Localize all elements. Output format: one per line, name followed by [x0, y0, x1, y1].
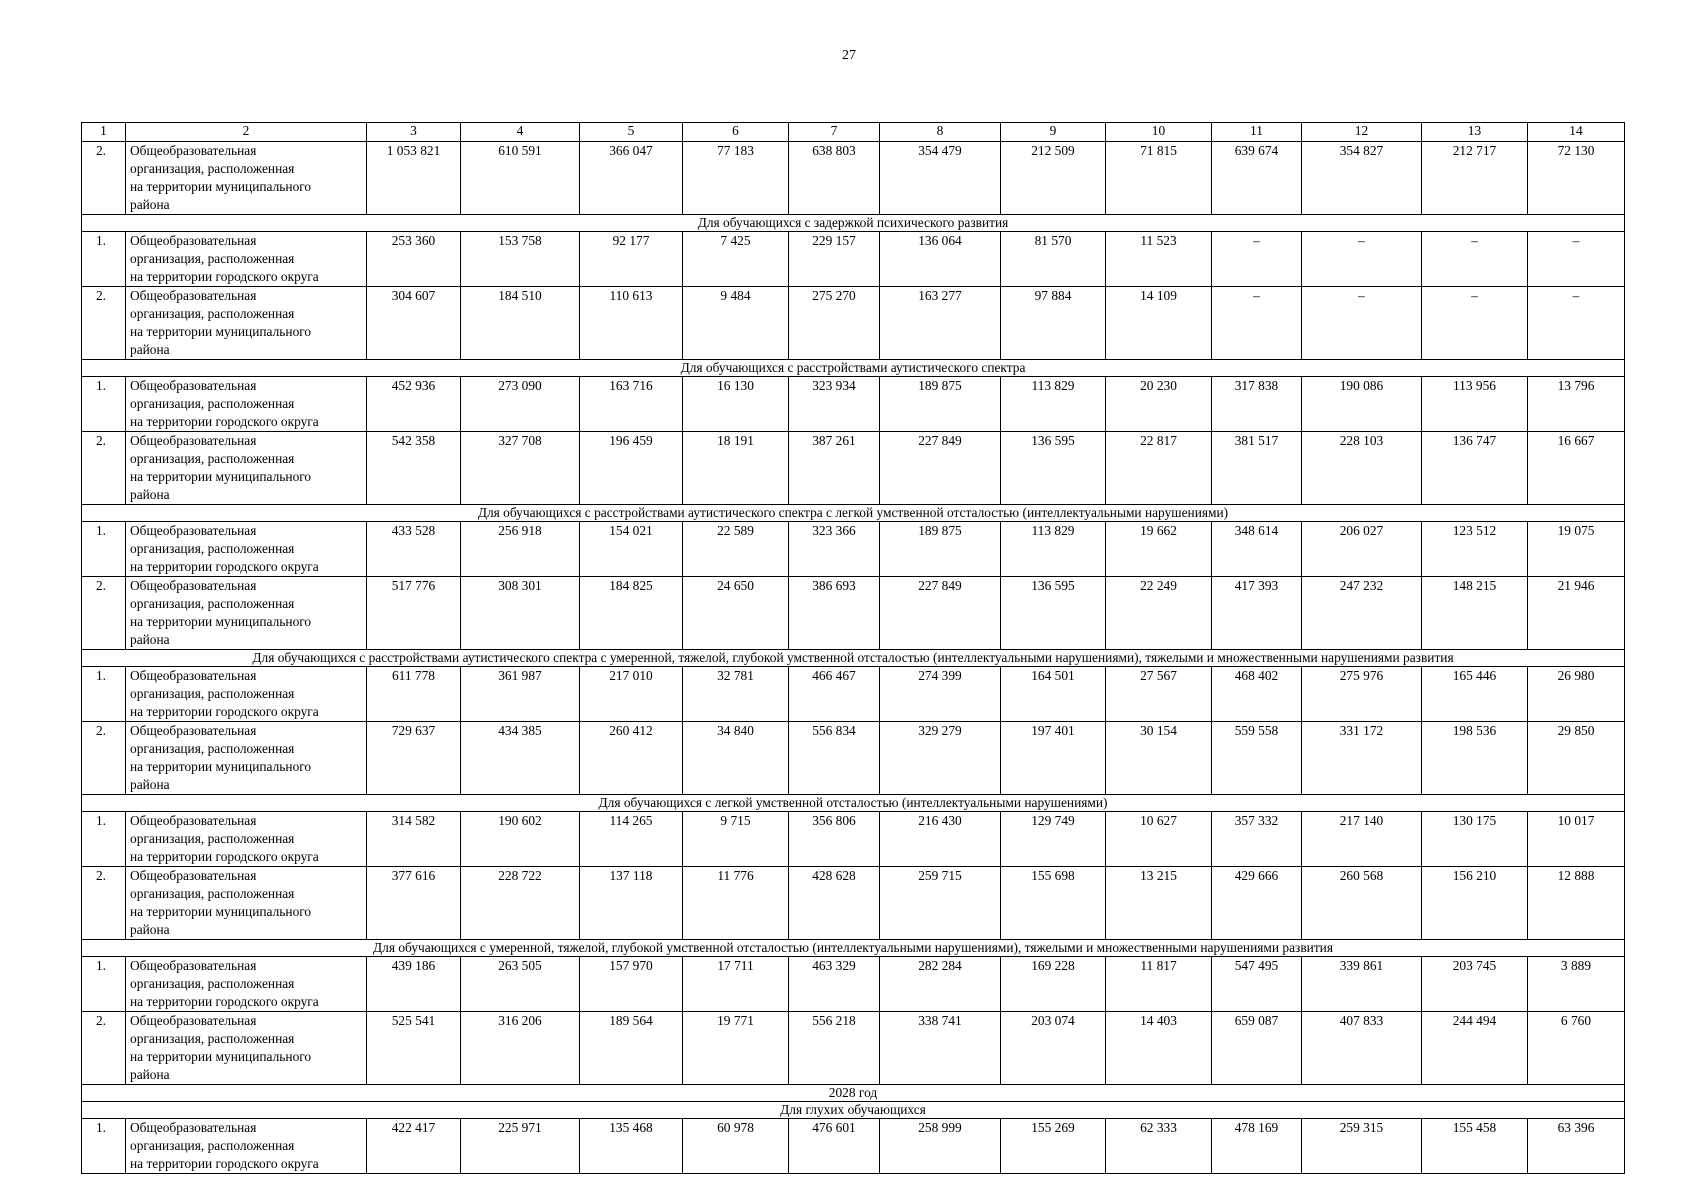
- value-cell: 348 614: [1212, 522, 1302, 577]
- value-cell: 11 776: [683, 867, 789, 940]
- value-cell: 63 396: [1528, 1119, 1625, 1174]
- value-cell: 97 884: [1001, 287, 1106, 360]
- value-cell: 203 074: [1001, 1012, 1106, 1085]
- value-cell: 308 301: [461, 577, 580, 650]
- row-number: 1.: [82, 232, 126, 287]
- value-cell: –: [1422, 287, 1528, 360]
- organization-type-cell: [126, 142, 367, 215]
- organization-type-cell: [126, 522, 367, 577]
- value-cell: 189 875: [880, 377, 1001, 432]
- column-number-cell: 3: [367, 123, 461, 142]
- value-cell: 11 523: [1106, 232, 1212, 287]
- table-row: [82, 867, 1625, 940]
- value-cell: 212 509: [1001, 142, 1106, 215]
- value-cell: 16 130: [683, 377, 789, 432]
- column-number-cell: 5: [580, 123, 683, 142]
- organization-type-line: Общеобразовательная: [130, 813, 257, 828]
- table-row: [82, 1012, 1625, 1085]
- value-cell: 227 849: [880, 577, 1001, 650]
- organization-type-line: организация, расположенная: [130, 306, 295, 321]
- value-cell: 282 284: [880, 957, 1001, 1012]
- column-number-cell: 9: [1001, 123, 1106, 142]
- organization-type-line: Общеобразовательная: [130, 433, 257, 448]
- value-cell: 260 568: [1302, 867, 1422, 940]
- value-cell: 275 976: [1302, 667, 1422, 722]
- row-number: 2.: [82, 867, 126, 940]
- value-cell: 14 403: [1106, 1012, 1212, 1085]
- value-cell: 22 589: [683, 522, 789, 577]
- value-cell: 611 778: [367, 667, 461, 722]
- value-cell: 273 090: [461, 377, 580, 432]
- value-cell: 354 827: [1302, 142, 1422, 215]
- value-cell: 468 402: [1212, 667, 1302, 722]
- organization-type-cell: [126, 957, 367, 1012]
- organization-type-line: района: [130, 922, 170, 937]
- column-number-cell: 10: [1106, 123, 1212, 142]
- value-cell: 387 261: [789, 432, 880, 505]
- column-number-cell: 14: [1528, 123, 1625, 142]
- organization-type-cell: [126, 722, 367, 795]
- organization-type-line: Общеобразовательная: [130, 578, 257, 593]
- value-cell: 13 796: [1528, 377, 1625, 432]
- section-heading: Для обучающихся с легкой умственной отсталостью (интеллектуальными нарушениями): [82, 795, 1625, 812]
- organization-type-line: Общеобразовательная: [130, 868, 257, 883]
- value-cell: 155 458: [1422, 1119, 1528, 1174]
- value-cell: 26 980: [1528, 667, 1625, 722]
- value-cell: 517 776: [367, 577, 461, 650]
- value-cell: 556 834: [789, 722, 880, 795]
- value-cell: 203 745: [1422, 957, 1528, 1012]
- value-cell: 113 829: [1001, 377, 1106, 432]
- organization-type-line: организация, расположенная: [130, 1031, 295, 1046]
- value-cell: 155 698: [1001, 867, 1106, 940]
- value-cell: 1 053 821: [367, 142, 461, 215]
- value-cell: 13 215: [1106, 867, 1212, 940]
- value-cell: 259 715: [880, 867, 1001, 940]
- value-cell: 228 103: [1302, 432, 1422, 505]
- row-number: 1.: [82, 812, 126, 867]
- value-cell: 113 829: [1001, 522, 1106, 577]
- value-cell: 314 582: [367, 812, 461, 867]
- organization-type-cell: [126, 667, 367, 722]
- value-cell: 244 494: [1422, 1012, 1528, 1085]
- organization-type-line: Общеобразовательная: [130, 1120, 257, 1135]
- value-cell: 429 666: [1212, 867, 1302, 940]
- value-cell: 329 279: [880, 722, 1001, 795]
- value-cell: 229 157: [789, 232, 880, 287]
- value-cell: 407 833: [1302, 1012, 1422, 1085]
- value-cell: 354 479: [880, 142, 1001, 215]
- value-cell: –: [1212, 287, 1302, 360]
- value-cell: 304 607: [367, 287, 461, 360]
- value-cell: 256 918: [461, 522, 580, 577]
- value-cell: 155 269: [1001, 1119, 1106, 1174]
- value-cell: 366 047: [580, 142, 683, 215]
- value-cell: 212 717: [1422, 142, 1528, 215]
- value-cell: 60 978: [683, 1119, 789, 1174]
- organization-type-line: на территории муниципального: [130, 324, 312, 339]
- value-cell: 163 277: [880, 287, 1001, 360]
- section-heading-row: [82, 505, 1625, 522]
- row-number: 2.: [82, 1012, 126, 1085]
- value-cell: 19 771: [683, 1012, 789, 1085]
- value-cell: 136 595: [1001, 577, 1106, 650]
- organization-type-line: района: [130, 342, 170, 357]
- organization-type-line: организация, расположенная: [130, 1138, 295, 1153]
- organization-type-line: Общеобразовательная: [130, 233, 257, 248]
- value-cell: 227 849: [880, 432, 1001, 505]
- table-row: [82, 432, 1625, 505]
- organization-type-line: организация, расположенная: [130, 396, 295, 411]
- organization-type-line: организация, расположенная: [130, 686, 295, 701]
- organization-type-line: организация, расположенная: [130, 451, 295, 466]
- value-cell: 197 401: [1001, 722, 1106, 795]
- organization-type-cell: [126, 1012, 367, 1085]
- value-cell: 136 747: [1422, 432, 1528, 505]
- organization-type-cell: [126, 432, 367, 505]
- value-cell: 377 616: [367, 867, 461, 940]
- value-cell: 154 021: [580, 522, 683, 577]
- value-cell: 27 567: [1106, 667, 1212, 722]
- value-cell: 72 130: [1528, 142, 1625, 215]
- table-body: [82, 123, 1625, 1174]
- column-number-cell: 1: [82, 123, 126, 142]
- value-cell: 148 215: [1422, 577, 1528, 650]
- value-cell: 136 595: [1001, 432, 1106, 505]
- organization-type-line: на территории муниципального: [130, 614, 312, 629]
- organization-type-line: организация, расположенная: [130, 741, 295, 756]
- organization-type-line: Общеобразовательная: [130, 723, 257, 738]
- value-cell: 34 840: [683, 722, 789, 795]
- column-number-header-row: [82, 123, 1625, 142]
- value-cell: 165 446: [1422, 667, 1528, 722]
- table-row: [82, 1119, 1625, 1174]
- value-cell: 16 667: [1528, 432, 1625, 505]
- value-cell: 338 741: [880, 1012, 1001, 1085]
- column-number-cell: 7: [789, 123, 880, 142]
- organization-type-line: Общеобразовательная: [130, 523, 257, 538]
- column-number-cell: 8: [880, 123, 1001, 142]
- organization-type-cell: [126, 1119, 367, 1174]
- value-cell: 478 169: [1212, 1119, 1302, 1174]
- section-heading-row: [82, 940, 1625, 957]
- value-cell: –: [1302, 232, 1422, 287]
- value-cell: 386 693: [789, 577, 880, 650]
- value-cell: 169 228: [1001, 957, 1106, 1012]
- value-cell: 22 817: [1106, 432, 1212, 505]
- value-cell: 20 230: [1106, 377, 1212, 432]
- section-heading: Для глухих обучающихся: [82, 1102, 1625, 1119]
- value-cell: 357 332: [1212, 812, 1302, 867]
- section-heading-row: [82, 650, 1625, 667]
- value-cell: 7 425: [683, 232, 789, 287]
- organization-type-line: на территории городского округа: [130, 269, 319, 284]
- organization-type-line: на территории городского округа: [130, 849, 319, 864]
- row-number: 2.: [82, 432, 126, 505]
- value-cell: 361 987: [461, 667, 580, 722]
- value-cell: 556 218: [789, 1012, 880, 1085]
- value-cell: 130 175: [1422, 812, 1528, 867]
- column-number-cell: 6: [683, 123, 789, 142]
- value-cell: 190 086: [1302, 377, 1422, 432]
- value-cell: 190 602: [461, 812, 580, 867]
- value-cell: 62 333: [1106, 1119, 1212, 1174]
- value-cell: 10 017: [1528, 812, 1625, 867]
- value-cell: 260 412: [580, 722, 683, 795]
- column-number-cell: 2: [126, 123, 367, 142]
- table-row: [82, 232, 1625, 287]
- value-cell: 216 430: [880, 812, 1001, 867]
- row-number: 1.: [82, 522, 126, 577]
- value-cell: 323 934: [789, 377, 880, 432]
- value-cell: 433 528: [367, 522, 461, 577]
- value-cell: 275 270: [789, 287, 880, 360]
- value-cell: 253 360: [367, 232, 461, 287]
- organization-type-line: на территории городского округа: [130, 559, 319, 574]
- value-cell: 323 366: [789, 522, 880, 577]
- organization-type-line: района: [130, 487, 170, 502]
- organization-type-line: на территории муниципального: [130, 759, 312, 774]
- section-heading: Для обучающихся с умеренной, тяжелой, глубокой умственной отсталостью (интеллектуальными нарушениями), тяжелыми и множественными нарушениями развития: [82, 940, 1625, 957]
- organization-type-line: на территории муниципального: [130, 469, 312, 484]
- value-cell: 156 210: [1422, 867, 1528, 940]
- value-cell: 123 512: [1422, 522, 1528, 577]
- row-number: 2.: [82, 142, 126, 215]
- value-cell: 439 186: [367, 957, 461, 1012]
- row-number: 2.: [82, 722, 126, 795]
- value-cell: –: [1212, 232, 1302, 287]
- value-cell: 198 536: [1422, 722, 1528, 795]
- value-cell: –: [1528, 287, 1625, 360]
- table-row: [82, 522, 1625, 577]
- value-cell: 317 838: [1212, 377, 1302, 432]
- value-cell: 30 154: [1106, 722, 1212, 795]
- row-number: 1.: [82, 957, 126, 1012]
- value-cell: 184 825: [580, 577, 683, 650]
- section-heading-row: [82, 795, 1625, 812]
- page-number: 27: [842, 48, 856, 63]
- value-cell: 247 232: [1302, 577, 1422, 650]
- organization-type-line: Общеобразовательная: [130, 288, 257, 303]
- value-cell: 164 501: [1001, 667, 1106, 722]
- section-heading-row: [82, 215, 1625, 232]
- value-cell: 525 541: [367, 1012, 461, 1085]
- value-cell: 29 850: [1528, 722, 1625, 795]
- organization-type-cell: [126, 812, 367, 867]
- table-row: [82, 812, 1625, 867]
- value-cell: 339 861: [1302, 957, 1422, 1012]
- value-cell: 417 393: [1212, 577, 1302, 650]
- section-heading: 2028 год: [82, 1085, 1625, 1102]
- organization-type-line: организация, расположенная: [130, 251, 295, 266]
- value-cell: 327 708: [461, 432, 580, 505]
- organization-type-line: района: [130, 1067, 170, 1082]
- organization-type-line: Общеобразовательная: [130, 378, 257, 393]
- value-cell: 258 999: [880, 1119, 1001, 1174]
- section-heading: Для обучающихся с расстройствами аутистического спектра с умеренной, тяжелой, глубокой умственной отсталостью (интеллектуальными нарушениями), тяжелыми и множественными нарушениями развития: [82, 650, 1625, 667]
- value-cell: 32 781: [683, 667, 789, 722]
- table-row: [82, 722, 1625, 795]
- row-number: 2.: [82, 577, 126, 650]
- value-cell: 659 087: [1212, 1012, 1302, 1085]
- organization-type-line: организация, расположенная: [130, 161, 295, 176]
- value-cell: 228 722: [461, 867, 580, 940]
- organization-type-line: организация, расположенная: [130, 596, 295, 611]
- value-cell: 81 570: [1001, 232, 1106, 287]
- organization-type-line: организация, расположенная: [130, 541, 295, 556]
- table-row: [82, 667, 1625, 722]
- value-cell: 19 075: [1528, 522, 1625, 577]
- row-number: 1.: [82, 1119, 126, 1174]
- organization-type-line: на территории муниципального: [130, 904, 312, 919]
- value-cell: 24 650: [683, 577, 789, 650]
- value-cell: 610 591: [461, 142, 580, 215]
- value-cell: 274 399: [880, 667, 1001, 722]
- organization-type-line: района: [130, 777, 170, 792]
- row-number: 1.: [82, 377, 126, 432]
- value-cell: 639 674: [1212, 142, 1302, 215]
- organization-type-line: на территории городского округа: [130, 994, 319, 1009]
- value-cell: 463 329: [789, 957, 880, 1012]
- value-cell: 422 417: [367, 1119, 461, 1174]
- value-cell: 71 815: [1106, 142, 1212, 215]
- organization-type-line: Общеобразовательная: [130, 668, 257, 683]
- value-cell: 316 206: [461, 1012, 580, 1085]
- organization-type-line: на территории муниципального: [130, 1049, 312, 1064]
- table-row: [82, 377, 1625, 432]
- value-cell: 22 249: [1106, 577, 1212, 650]
- value-cell: 206 027: [1302, 522, 1422, 577]
- value-cell: 189 875: [880, 522, 1001, 577]
- table-row: [82, 287, 1625, 360]
- organization-type-cell: [126, 287, 367, 360]
- value-cell: 113 956: [1422, 377, 1528, 432]
- organization-type-line: Общеобразовательная: [130, 143, 257, 158]
- organization-type-line: на территории городского округа: [130, 414, 319, 429]
- value-cell: 110 613: [580, 287, 683, 360]
- value-cell: 92 177: [580, 232, 683, 287]
- column-number-cell: 13: [1422, 123, 1528, 142]
- value-cell: 136 064: [880, 232, 1001, 287]
- value-cell: 129 749: [1001, 812, 1106, 867]
- value-cell: 9 715: [683, 812, 789, 867]
- organization-type-cell: [126, 377, 367, 432]
- section-heading: Для обучающихся с расстройствами аутистического спектра с легкой умственной отсталостью (интеллектуальными нарушениями): [82, 505, 1625, 522]
- organization-type-line: на территории городского округа: [130, 1156, 319, 1171]
- value-cell: 466 467: [789, 667, 880, 722]
- organization-type-cell: [126, 867, 367, 940]
- value-cell: 559 558: [1212, 722, 1302, 795]
- organization-type-line: на территории муниципального: [130, 179, 312, 194]
- value-cell: 263 505: [461, 957, 580, 1012]
- value-cell: 434 385: [461, 722, 580, 795]
- column-number-cell: 4: [461, 123, 580, 142]
- value-cell: 21 946: [1528, 577, 1625, 650]
- table-row: [82, 142, 1625, 215]
- value-cell: 189 564: [580, 1012, 683, 1085]
- value-cell: 11 817: [1106, 957, 1212, 1012]
- section-heading: Для обучающихся с расстройствами аутистического спектра: [82, 360, 1625, 377]
- organization-type-line: на территории городского округа: [130, 704, 319, 719]
- value-cell: 217 010: [580, 667, 683, 722]
- organization-type-cell: [126, 232, 367, 287]
- value-cell: 17 711: [683, 957, 789, 1012]
- value-cell: –: [1422, 232, 1528, 287]
- value-cell: 10 627: [1106, 812, 1212, 867]
- section-heading-row: [82, 1085, 1625, 1102]
- table-row: [82, 577, 1625, 650]
- value-cell: 638 803: [789, 142, 880, 215]
- organization-type-cell: [126, 577, 367, 650]
- value-cell: 259 315: [1302, 1119, 1422, 1174]
- value-cell: 547 495: [1212, 957, 1302, 1012]
- organization-type-line: Общеобразовательная: [130, 1013, 257, 1028]
- value-cell: 137 118: [580, 867, 683, 940]
- value-cell: 14 109: [1106, 287, 1212, 360]
- value-cell: 331 172: [1302, 722, 1422, 795]
- value-cell: 225 971: [461, 1119, 580, 1174]
- column-number-cell: 12: [1302, 123, 1422, 142]
- value-cell: 114 265: [580, 812, 683, 867]
- value-cell: –: [1302, 287, 1422, 360]
- row-number: 2.: [82, 287, 126, 360]
- value-cell: 476 601: [789, 1119, 880, 1174]
- value-cell: 217 140: [1302, 812, 1422, 867]
- organization-type-line: организация, расположенная: [130, 886, 295, 901]
- value-cell: 381 517: [1212, 432, 1302, 505]
- value-cell: 428 628: [789, 867, 880, 940]
- value-cell: 196 459: [580, 432, 683, 505]
- row-number: 1.: [82, 667, 126, 722]
- organization-type-line: района: [130, 197, 170, 212]
- section-heading-row: [82, 360, 1625, 377]
- data-table: [81, 122, 1625, 1174]
- value-cell: 9 484: [683, 287, 789, 360]
- value-cell: 153 758: [461, 232, 580, 287]
- column-number-cell: 11: [1212, 123, 1302, 142]
- value-cell: –: [1528, 232, 1625, 287]
- organization-type-line: организация, расположенная: [130, 976, 295, 991]
- value-cell: 542 358: [367, 432, 461, 505]
- value-cell: 77 183: [683, 142, 789, 215]
- value-cell: 3 889: [1528, 957, 1625, 1012]
- value-cell: 729 637: [367, 722, 461, 795]
- table-row: [82, 957, 1625, 1012]
- section-heading: Для обучающихся с задержкой психического развития: [82, 215, 1625, 232]
- section-heading-row: [82, 1102, 1625, 1119]
- value-cell: 157 970: [580, 957, 683, 1012]
- organization-type-line: района: [130, 632, 170, 647]
- value-cell: 135 468: [580, 1119, 683, 1174]
- value-cell: 18 191: [683, 432, 789, 505]
- value-cell: 12 888: [1528, 867, 1625, 940]
- value-cell: 356 806: [789, 812, 880, 867]
- organization-type-line: организация, расположенная: [130, 831, 295, 846]
- value-cell: 6 760: [1528, 1012, 1625, 1085]
- value-cell: 163 716: [580, 377, 683, 432]
- value-cell: 184 510: [461, 287, 580, 360]
- organization-type-line: Общеобразовательная: [130, 958, 257, 973]
- value-cell: 19 662: [1106, 522, 1212, 577]
- value-cell: 452 936: [367, 377, 461, 432]
